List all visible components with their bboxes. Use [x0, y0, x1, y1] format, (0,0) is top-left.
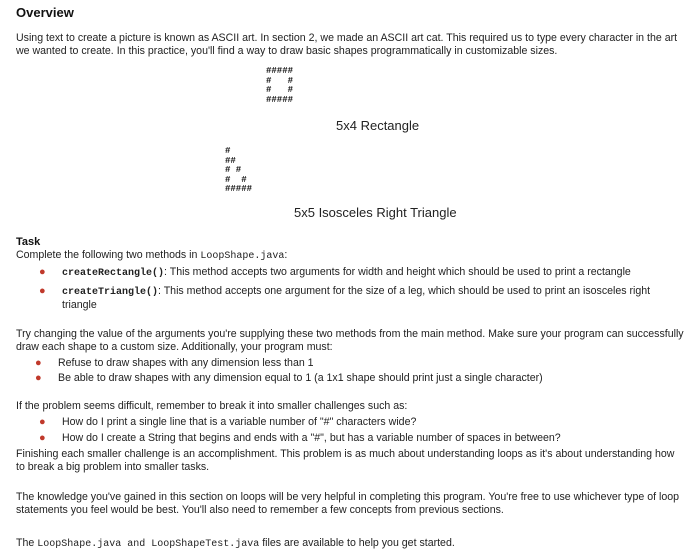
requirements-paragraph: Try changing the value of the arguments you're supplying these two methods from the main method. Make sure your program can successfully draw each shape to a custom size. Additionally, your program must:: [16, 328, 684, 353]
bullet-icon: ●: [35, 371, 42, 384]
footer-file-loopshape: LoopShape.java: [37, 539, 122, 550]
method-name: createTriangle(): [62, 286, 159, 298]
bullet-icon: ●: [39, 266, 46, 278]
task-heading: Task: [16, 236, 41, 248]
bullet-icon: ●: [39, 431, 46, 444]
requirement-text: Be able to draw shapes with any dimension equal to 1 (a 1x1 shape should print just a single character): [58, 371, 543, 384]
methods-list: [39, 266, 662, 312]
task-intro-prefix: Complete the following two methods in: [16, 249, 201, 261]
method-name: createRectangle(): [62, 268, 165, 279]
challenges-list: [39, 416, 672, 444]
task-intro-suffix: :: [284, 249, 288, 261]
footer-file-loopshapetest: LoopShapeTest.java: [151, 539, 260, 550]
bullet-icon: ●: [35, 357, 42, 369]
challenge-text: How do I create a String that begins and ends with a "#", but has a variable number of spaces in between?: [62, 431, 561, 444]
list-item: [39, 416, 672, 429]
list-item: [35, 371, 678, 385]
requirements-list: [35, 357, 678, 384]
footer-prefix: The: [16, 537, 38, 549]
bullet-icon: ●: [39, 284, 46, 297]
rectangle-caption: 5x4 Rectangle: [336, 118, 420, 133]
challenges-outro: Finishing each smaller challenge is an accomplishment. This problem is as much about understanding loops as it's about understanding how to break a big problem into smaller tasks.: [16, 448, 675, 473]
rectangle-ascii-art: ##### # # # # #####: [266, 66, 294, 105]
list-item: [35, 357, 678, 370]
challenges-intro: If the problem seems difficult, remember to break it into smaller challenges such as:: [16, 400, 408, 412]
method-desc: : This method accepts two arguments for width and height which should be used to print a rectangle: [164, 266, 631, 278]
list-item: [39, 284, 662, 312]
challenge-text: How do I print a single line that is a variable number of "#" characters wide?: [62, 416, 417, 428]
method-desc: : This method accepts one argument for the size of a leg, which should be used to print an isosceles right triangle: [62, 284, 651, 312]
overview-heading: Overview: [16, 5, 74, 20]
footer-paragraph: [16, 537, 686, 552]
task-intro: [16, 249, 686, 264]
triangle-caption: 5x5 Isosceles Right Triangle: [294, 205, 457, 220]
requirement-text: Refuse to draw shapes with any dimension less than 1: [58, 357, 314, 369]
overview-paragraph: Using text to create a picture is known as ASCII art. In section 2, we made an ASCII art cat. This required us to type every character in the art we wanted to create. In this practice, you'll find a way to draw basic shapes programmatically in customizable sizes.: [16, 32, 678, 57]
task-intro-file: LoopShape.java: [200, 251, 285, 262]
footer-suffix: files are available to help you get started.: [259, 537, 455, 549]
triangle-ascii-art: # ## # # # # #####: [225, 146, 253, 194]
knowledge-paragraph: The knowledge you've gained in this section on loops will be very helpful in completing this program. You're free to use whichever type of loop statements you feel would be best. You'll also need to remember a few concepts from previous sections.: [16, 491, 680, 516]
list-item: [39, 431, 672, 445]
bullet-icon: ●: [39, 416, 46, 428]
list-item: [39, 266, 662, 281]
footer-mid: and: [121, 539, 152, 550]
